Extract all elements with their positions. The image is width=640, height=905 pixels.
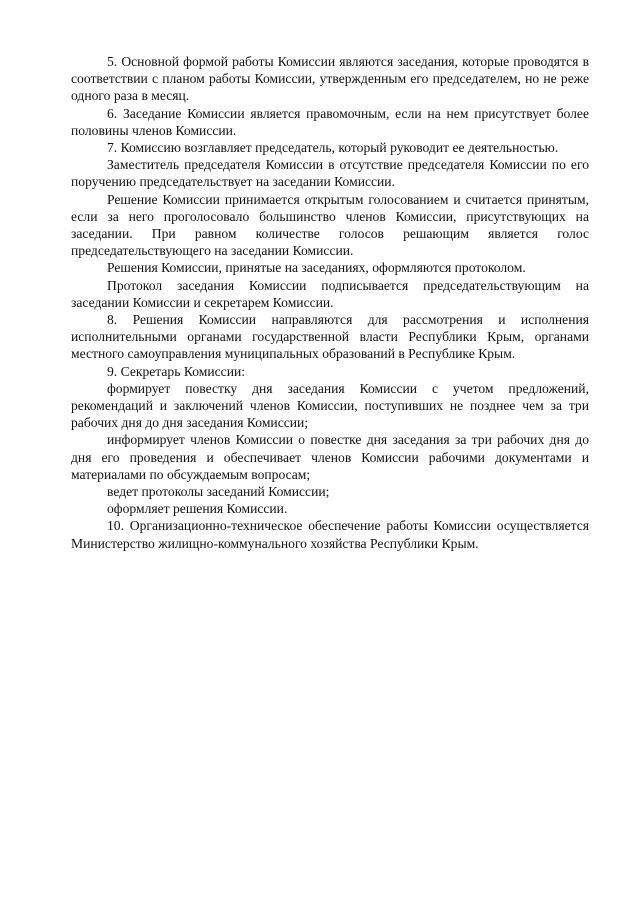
paragraph-deputy-chairman: Заместитель председателя Комиссии в отсутствие председателя Комиссии по его поручению председательствует на заседании Комиссии. — [71, 157, 589, 190]
paragraph-6-quorum: 6. Заседание Комиссии является правомочным, если на нем присутствует более половины членов Комиссии. — [71, 105, 589, 138]
paragraph-10-support: 10. Организационно-техническое обеспечение работы Комиссии осуществляется Министерство жилищно-коммунального хозяйства Республики Крым. — [71, 518, 589, 551]
paragraph-secretary-agenda: формирует повестку дня заседания Комиссии с учетом предложений, рекомендаций и заключений членов Комиссии, поступивших не позднее чем за три рабочих дня до дня заседания Комиссии; — [71, 380, 589, 431]
paragraph-decisions-protocol: Решения Комиссии, принятые на заседаниях, оформляются протоколом. — [107, 260, 526, 276]
paragraph-9-secretary: 9. Секретарь Комиссии: — [107, 363, 246, 379]
paragraph-voting: Решение Комиссии принимается открытым голосованием и считается принятым, если за него проголосовало большинство членов Комиссии, присутствующих на заседании. При равном количестве голосов решающим является голос председательствующего на заседании Комиссии. — [71, 191, 589, 259]
paragraph-7-chairman: 7. Комиссию возглавляет председатель, который руководит ее деятельностью. — [107, 140, 559, 156]
paragraph-secretary-informs: информирует членов Комиссии о повестке дня заседания за три рабочих дня до дня его проведения и обеспечивает членов Комиссии рабочими документами и материалами по обсуждаемым вопросам; — [71, 432, 589, 482]
paragraph-8-decisions-sent: 8. Решения Комиссии направляются для рассмотрения и исполнения исполнительными органами государственной власти Республики Крым, органами местного самоуправления муниципальных образований в Республике Крым. — [71, 312, 589, 362]
paragraph-secretary-decisions: оформляет решения Комиссии. — [107, 501, 288, 517]
document-page — [71, 53, 589, 552]
paragraph-5-meetings: 5. Основной формой работы Комиссии являются заседания, которые проводятся в соответствии с планом работы Комиссии, утвержденным его председателем, но не реже одного раза в месяц. — [71, 54, 589, 104]
paragraph-protocol-signing: Протокол заседания Комиссии подписывается председательствующим на заседании Комиссии и секретарем Комиссии. — [71, 277, 589, 310]
paragraph-secretary-minutes: ведет протоколы заседаний Комиссии; — [107, 484, 330, 500]
